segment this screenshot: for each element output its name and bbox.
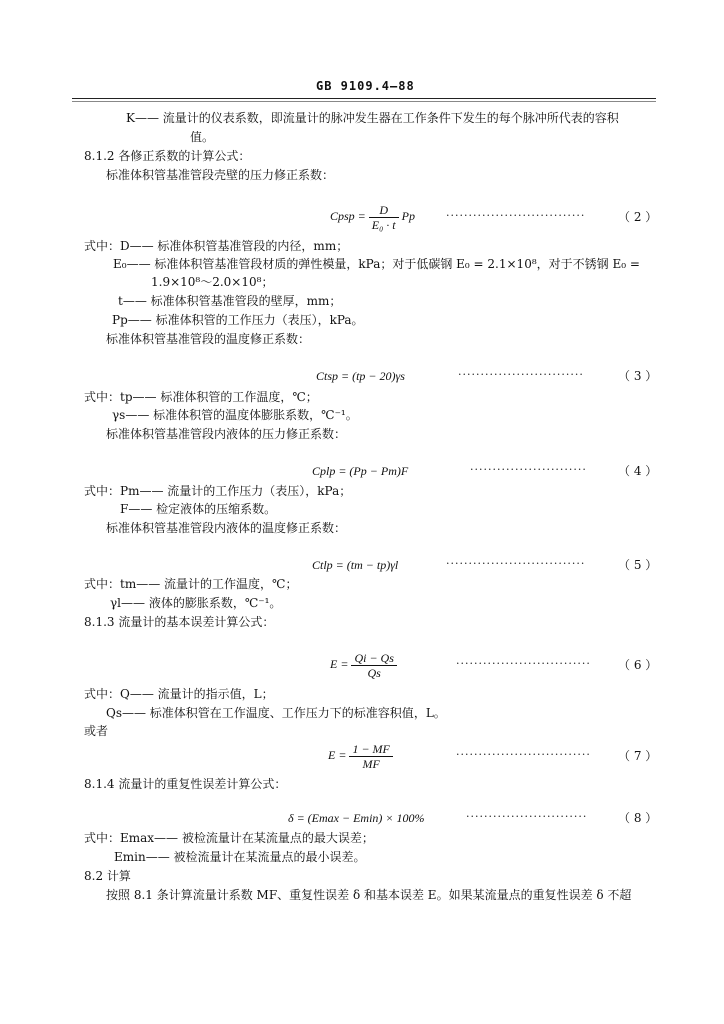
section-8-2-text: 按照 8.1 条计算流量计系数 MF、重复性误差 δ 和基本误差 E。如果某流量点的重复性误差 δ 不超 <box>106 888 632 902</box>
eq7-denominator: MF <box>362 756 380 771</box>
eq6-number: （ 6 ） <box>618 658 658 672</box>
eq2-denominator: E₀ · t <box>371 217 396 232</box>
eq7-fraction <box>349 742 392 771</box>
eq8-leader: ··························· <box>466 810 588 823</box>
equation-7 <box>328 737 393 773</box>
where-tp: 式中：tp—— 标准体积管的工作温度，℃； <box>84 390 318 404</box>
eq7-number: （ 7 ） <box>618 749 658 763</box>
temp-shell-intro: 标准体积管基准管段的温度修正系数： <box>106 332 311 346</box>
where-e0: E₀—— 标准体积管基准管段材质的弹性模量，kPa；对于低碳钢 E₀ = 2.1×10⁸，对于不锈钢 E₀ = <box>113 257 640 271</box>
where-gamma-s: γs—— 标准体积管的温度体膨胀系数，℃⁻¹。 <box>112 408 358 422</box>
eq6-lhs: E = <box>330 657 349 671</box>
eq7-leader: ······························ <box>456 748 591 761</box>
section-8-1-2: 8.1.2 各修正系数的计算公式： <box>84 149 251 163</box>
where-pp: Pp—— 标准体积管的工作压力（表压），kPa。 <box>112 313 364 327</box>
or-label: 或者 <box>84 724 109 738</box>
section-8-1-3: 8.1.3 流量计的基本误差计算公式： <box>84 615 275 629</box>
k-definition: K—— 流量计的仪表系数，即流量计的脉冲发生器在工作条件下发生的每个脉冲所代表的容积 <box>126 111 619 125</box>
eq6-fraction <box>351 651 396 680</box>
eq2-numerator: D <box>369 203 399 218</box>
where-d: 式中：D—— 标准体积管基准管段的内径，mm； <box>84 239 349 253</box>
eq2-tail: Pp <box>401 209 415 223</box>
eq6-denominator: Qs <box>367 665 381 680</box>
where-gamma-l: γl—— 液体的膨胀系数，℃⁻¹。 <box>110 596 282 610</box>
header-rule <box>72 98 656 99</box>
eq3-leader: ···························· <box>458 368 584 381</box>
where-qs: Qs—— 标准体积管在工作温度、工作压力下的标准容积值，L。 <box>106 706 446 720</box>
where-e0-cont: 1.9×10⁸～2.0×10⁸； <box>151 275 274 289</box>
eq8-number: （ 8 ） <box>618 811 658 825</box>
eq2-fraction <box>369 203 399 232</box>
eq2-lhs: Cpsp = <box>330 209 366 223</box>
where-q: 式中：Q—— 流量计的指示值，L； <box>84 687 274 701</box>
standard-number: GB 9109.4—88 <box>316 79 415 93</box>
eq6-numerator: Qi − Qs <box>351 651 396 666</box>
eq2-leader: ······························· <box>446 209 586 222</box>
equation-2 <box>330 198 415 234</box>
equation-6 <box>330 646 397 682</box>
equation-4: Cplp = (Pp − Pm)F <box>312 464 409 478</box>
equation-8: δ = (Emax − Emin) × 100% <box>288 811 425 825</box>
eq4-leader: ·························· <box>470 463 587 476</box>
pressure-liquid-intro: 标准体积管基准管段内液体的压力修正系数： <box>106 427 347 441</box>
pressure-shell-intro: 标准体积管基准管段壳壁的压力修正系数： <box>106 168 335 182</box>
eq6-leader: ······························ <box>456 657 591 670</box>
where-tm: 式中：tm—— 流量计的工作温度，℃； <box>84 577 298 591</box>
where-emin: Emin—— 被检流量计在某流量点的最小误差。 <box>114 850 366 864</box>
eq5-number: （ 5 ） <box>618 558 658 572</box>
equation-3: Ctsp = (tp − 20)γs <box>316 369 405 383</box>
section-8-1-4: 8.1.4 流量计的重复性误差计算公式： <box>84 777 287 791</box>
k-definition-cont: 值。 <box>190 130 215 144</box>
where-t: t—— 标准体积管基准管段的壁厚，mm； <box>118 294 342 308</box>
eq7-lhs: E = <box>328 748 347 762</box>
eq7-numerator: 1 − MF <box>349 742 392 757</box>
equation-5: Ctlp = (tm − tp)γl <box>312 558 399 572</box>
header-rule-thin <box>72 101 656 102</box>
where-pm: 式中：Pm—— 流量计的工作压力（表压），kPa； <box>84 484 352 498</box>
eq5-leader: ······························· <box>446 557 586 570</box>
where-emax: 式中：Emax—— 被检流量计在某流量点的最大误差； <box>84 831 374 845</box>
eq3-number: （ 3 ） <box>618 369 658 383</box>
temp-liquid-intro: 标准体积管基准管段内液体的温度修正系数： <box>106 521 347 535</box>
section-8-2: 8.2 计算 <box>84 869 131 883</box>
where-f: F—— 检定液体的压缩系数。 <box>120 502 277 516</box>
eq2-number: （ 2 ） <box>618 210 658 224</box>
eq4-number: （ 4 ） <box>618 464 658 478</box>
